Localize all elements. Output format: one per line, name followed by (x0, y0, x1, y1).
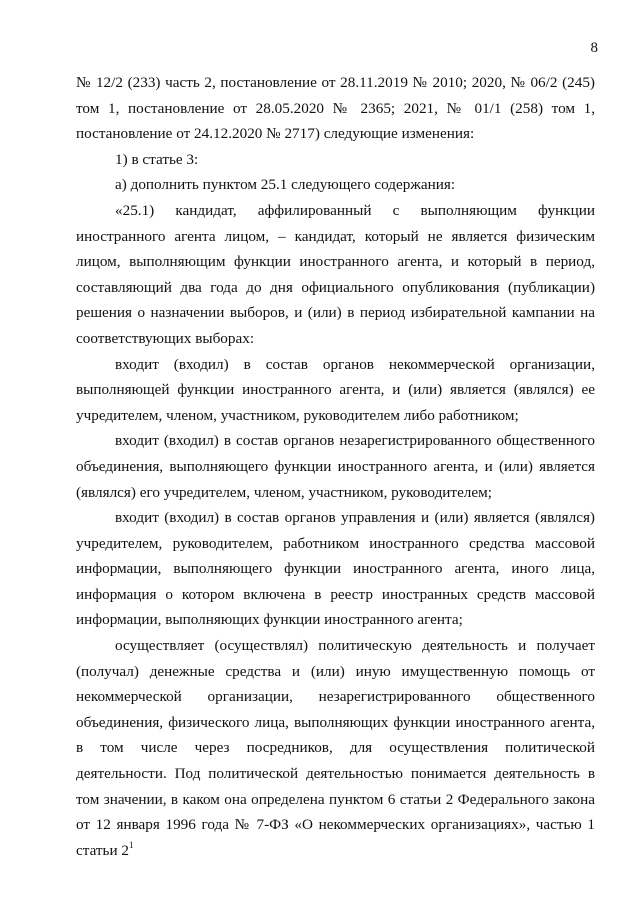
paragraph-definition-25-1: «25.1) кандидат, аффилированный с выполняющим функции иностранного агента лицом, – кандидат, который не является физическим лицом, выполняющим функции иностранного агента, и который в период, составляющий два года до дня официального опубликования (публикации) решения о назначении выборов, и (или) в период избирательной кампании на соответствующих выборах: (76, 201, 595, 347)
political-activity-text: осуществляет (осуществлял) политическую деятельность и получает (получал) денежные средства и (или) иную имущественную помощь от некоммерческой организации, незарегистрированного общественного объединения, физического лица, выполняющих функции иностранного агента, в том числе через посредников, для осуществления политической деятельности. Под политической деятельностью понимается деятельность в том значении, в каком она определена пунктом 6 статьи 2 Федерального закона от 12 января 1996 года № 7-ФЗ «О некоммерческих организациях», частью 1 статьи 2 (76, 637, 595, 859)
paragraph-amendment-sources: № 12/2 (233) часть 2, постановление от 28.11.2019 № 2010; 2020, № 06/2 (245) том 1, постановление от 28.05.2020 № 2365; 2021, № 01/1 (258) том 1, постановление от 24.12.2020 № 2717) следующие изменения: (76, 74, 595, 143)
paragraph-unregistered-association: входит (входил) в состав органов незарегистрированного общественного объединения, выполняющего функции иностранного агента, и (или) является (являлся) его учредителем, членом, участником, руководителем; (76, 432, 595, 501)
paragraph-political-activity (76, 633, 595, 863)
page-number: 8 (590, 40, 598, 56)
superscript-footnote: 1 (129, 839, 134, 850)
paragraph-add-item-25-1: а) дополнить пунктом 25.1 следующего содержания: (115, 176, 456, 194)
paragraph-nko-membership: входит (входил) в состав органов некоммерческой организации, выполняющей функции иностранного агента, и (или) является (являлся) ее учредителем, членом, участником, руководителем либо работником; (76, 355, 595, 424)
paragraph-article-3: 1) в статье 3: (115, 150, 199, 168)
document-body (76, 70, 595, 863)
paragraph-foreign-media: входит (входил) в состав органов управления и (или) является (являлся) учредителем, руководителем, работником иностранного средства массовой информации, выполняющего функции иностранного агента, иного лица, информация о котором включена в реестр иностранных средств массовой информации, выполняющих функции иностранного агента; (76, 509, 595, 629)
